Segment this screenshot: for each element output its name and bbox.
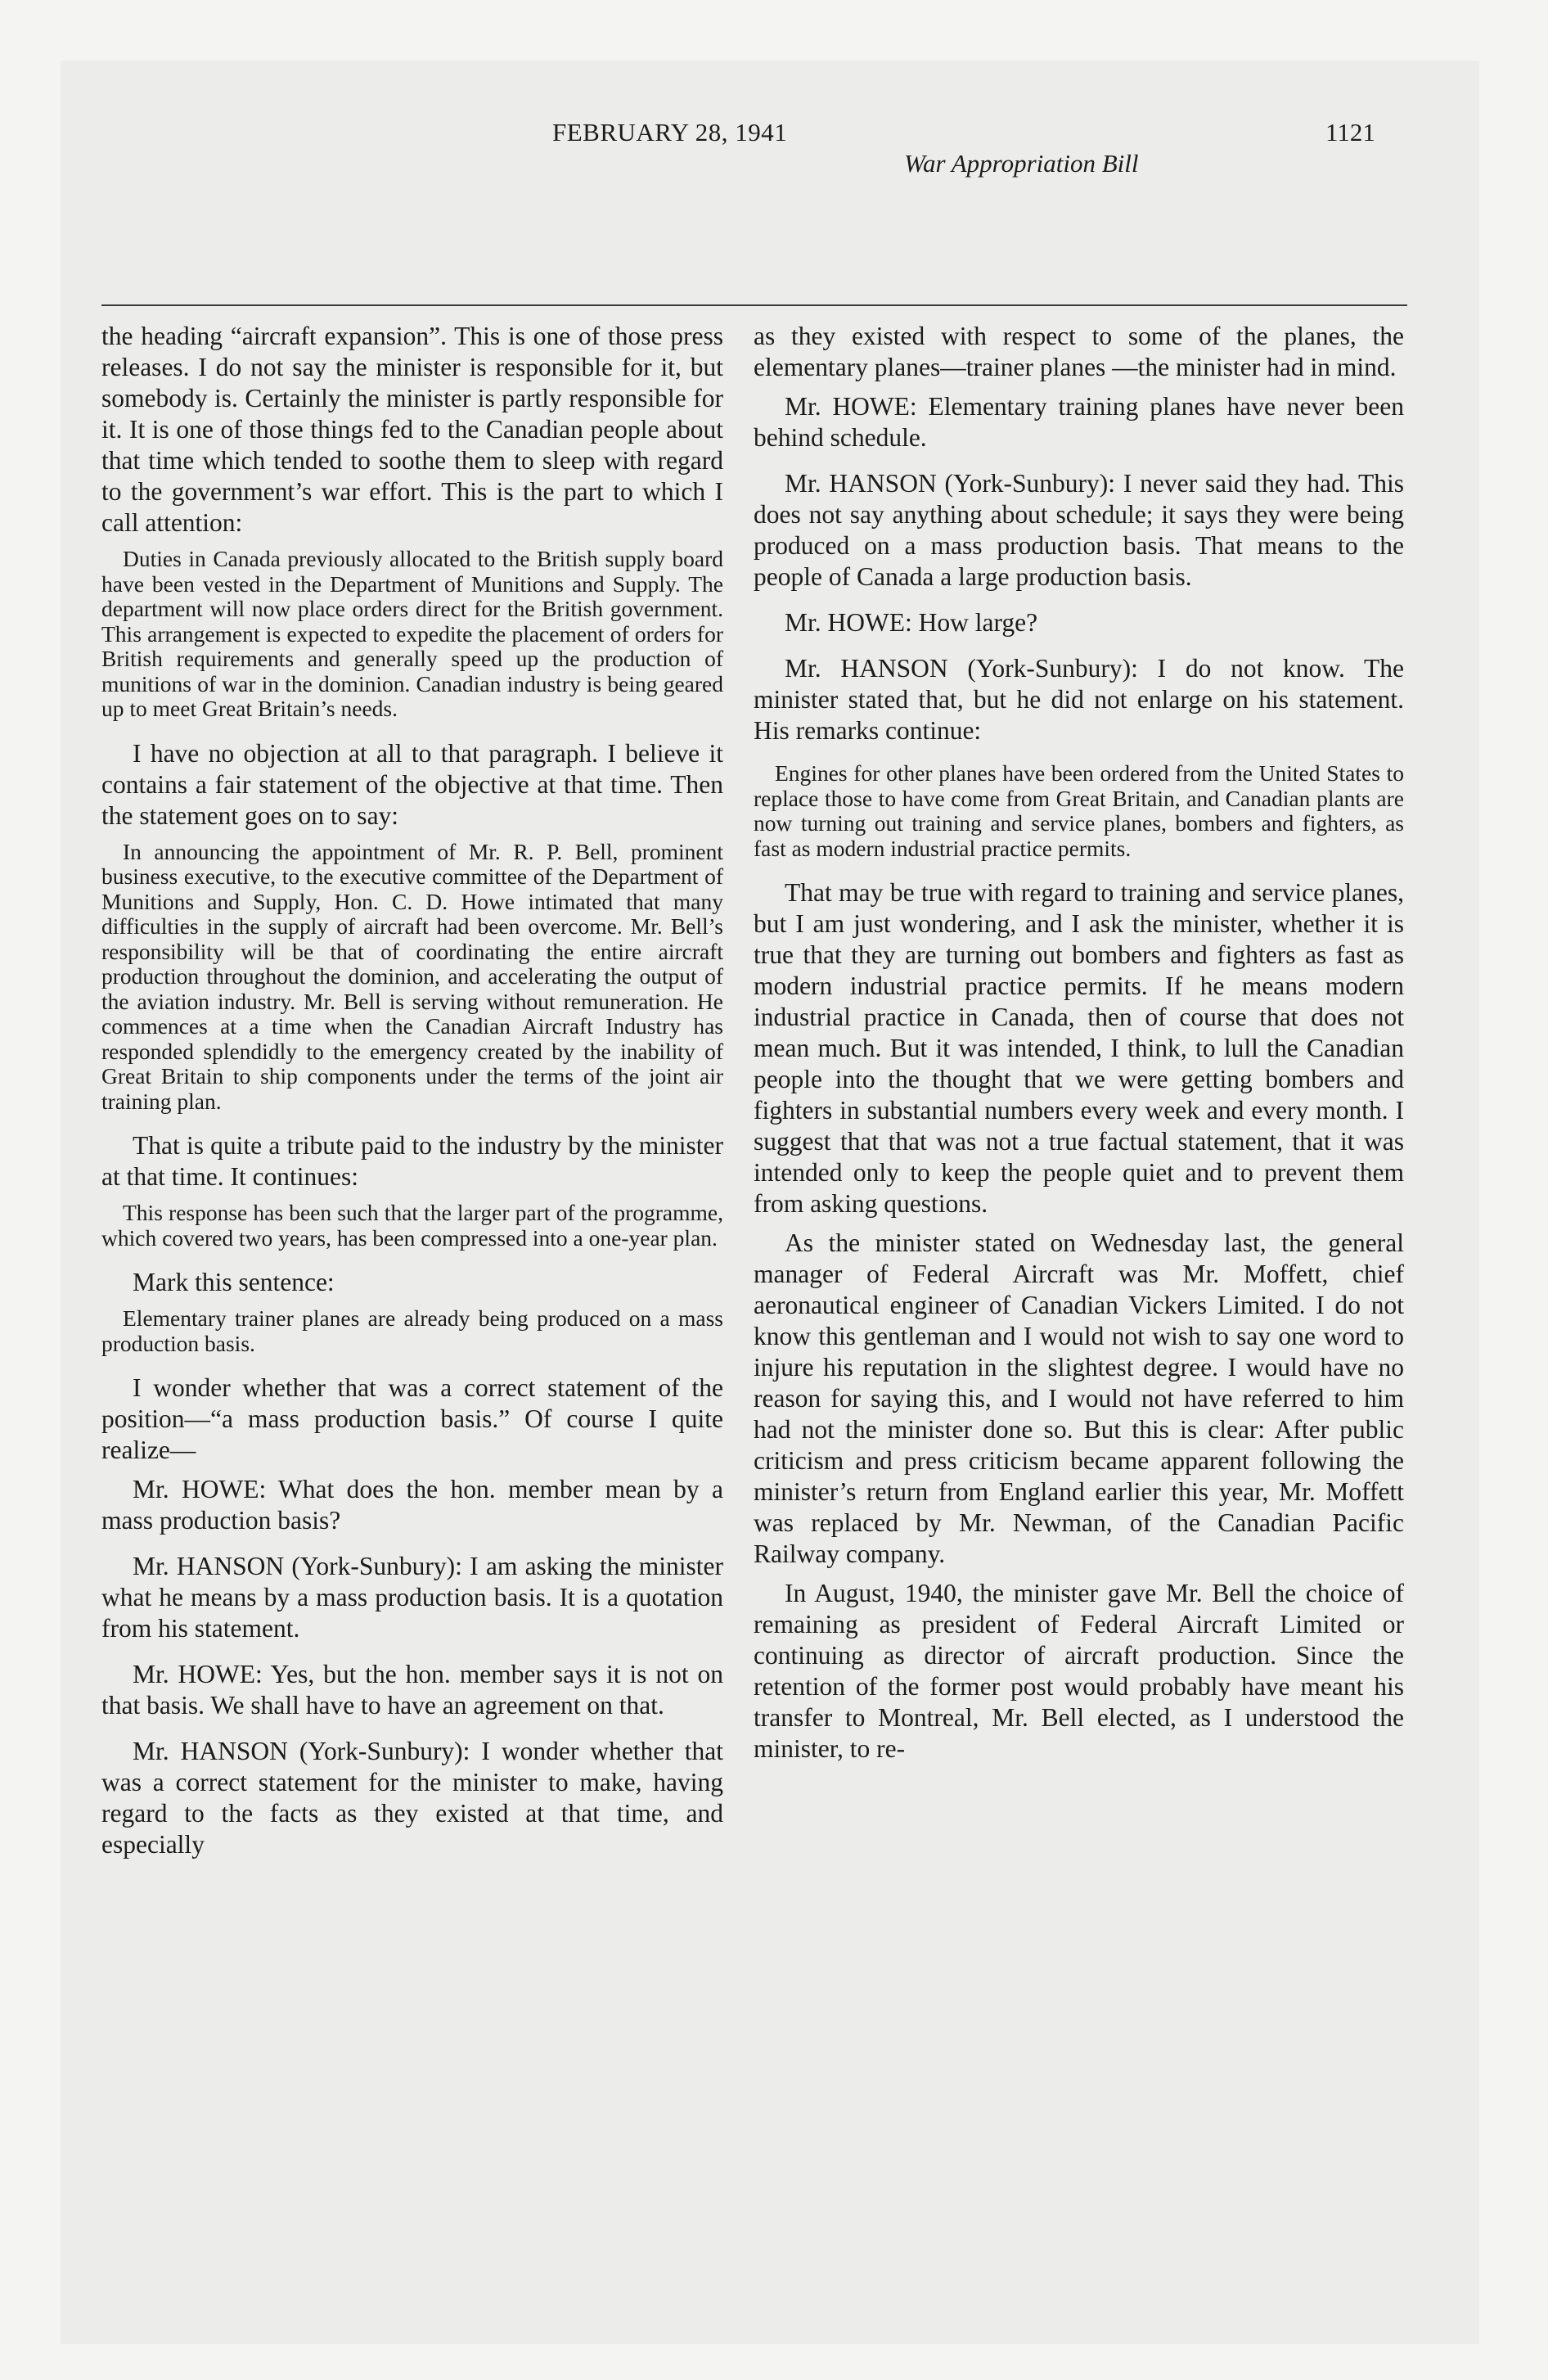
- speaker-paragraph: Mr. HOWE: Yes, but the hon. member says it is not on that basis. We shall have to have an agreement on that.: [101, 1660, 723, 1720]
- page-header: [61, 61, 1479, 183]
- scanned-page: [61, 61, 1479, 2344]
- paragraph: That may be true with regard to training and service planes, but I am just wondering, and I ask the minister, whether it is true that they are turning out bombers and fighters as fast as modern industrial practice permits. If he means modern industrial practice in Canada, then of course that does not mean much. But it was intended, I think, to lull the Canadian people into the thought that we were getting bombers and fighters in substantial numbers every week and every month. I suggest that that was not a true factual statement, that it was intended only to keep the people quiet and to prevent them from asking questions.: [754, 878, 1404, 1218]
- quoted-passage: Elementary trainer planes are already being produced on a mass production basis.: [101, 1305, 723, 1356]
- paragraph: Mark this sentence:: [133, 1268, 335, 1296]
- paragraph: As the minister stated on Wednesday last, the general manager of Federal Aircraft was Mr. Moffett, chief aeronautical engineer of Canadian Vickers Limited. I do not know this gentleman and I would not wish to say one word to injure his reputation in the slightest degree. I would have no reason for saying this, and I would not have referred to him had not the minister done so. But this is clear: After public criticism and press criticism became apparent following the minister’s return from England earlier this year, Mr. Moffett was replaced by Mr. Newman, of the Canadian Pacific Railway company.: [754, 1228, 1404, 1568]
- header-rule: [101, 304, 1407, 306]
- quoted-passage: In announcing the appointment of Mr. R. P. Bell, prominent business executive, to the executive committee of the Department of Munitions and Supply, Hon. C. D. Howe intimated that many difficulties in the supply of aircraft had been overcome. Mr. Bell’s responsibility will be that of coordinating the entire aircraft production throughout the dominion, and accelerating the output of the aviation industry. Mr. Bell is serving without remuneration. He commences at a time when the Canadian Aircraft Industry has responded splendidly to the emergency created by the inability of Great Britain to ship components under the terms of the joint air training plan.: [101, 838, 723, 1114]
- paragraph: I have no objection at all to that paragraph. I believe it contains a fair statement of the objective at that time. Then the statement goes on to say:: [101, 738, 723, 830]
- paragraph: the heading “aircraft expansion”. This is one of those press releases. I do not say the minister is responsible for it, but somebody is. Certainly the minister is partly responsible for it. It is one of those things fed to the Canadian people about that time which tended to soothe them to sleep with regard to the government’s war effort. This is the part to which I call attention:: [101, 322, 723, 537]
- header-date: FEBRUARY 28, 1941: [552, 118, 788, 146]
- paragraph: as they existed with respect to some of the planes, the elementary planes—trainer planes —the minister had in mind.: [754, 322, 1404, 381]
- quoted-passage: Engines for other planes have been ordered from the United States to replace those to have come from Great Britain, and Canadian plants are now turning out training and service planes, bombers and fighters, as fast as modern industrial practice permits.: [754, 760, 1404, 861]
- speaker-paragraph: Mr. HOWE: How large?: [785, 608, 1038, 637]
- paragraph: In August, 1940, the minister gave Mr. Bell the choice of remaining as president of Federal Aircraft Limited or continuing as director of aircraft production. Since the retention of the former post would probably have meant his transfer to Montreal, Mr. Bell elected, as I understood the minister, to re-: [754, 1579, 1404, 1763]
- speaker-paragraph: Mr. HANSON (York-Sunbury): I never said they had. This does not say anything about schedule; it says they were being produced on a mass production basis. That means to the people of Canada a large production basis.: [754, 469, 1404, 591]
- page-number: 1121: [1325, 118, 1375, 146]
- paragraph: I wonder whether that was a correct statement of the position—“a mass production basis.” Of course I quite realize—: [101, 1373, 723, 1464]
- left-column: [101, 321, 723, 1875]
- running-title: War Appropriation Bill: [904, 149, 1139, 178]
- paragraph: That is quite a tribute paid to the industry by the minister at that time. It continues:: [101, 1131, 723, 1191]
- speaker-paragraph: Mr. HANSON (York-Sunbury): I am asking the minister what he means by a mass production basis. It is a quotation from his statement.: [101, 1552, 723, 1643]
- quoted-passage: Duties in Canada previously allocated to the British supply board have been vested in the Department of Munitions and Supply. The department will now place orders direct for the British government. This arrangement is expected to expedite the placement of orders for British requirements and generally speed up the production of munitions of war in the dominion. Canadian industry is being geared up to meet Great Britain’s needs.: [101, 546, 723, 721]
- quoted-passage: This response has been such that the larger part of the programme, which covered two years, has been compressed into a one-year plan.: [101, 1200, 723, 1251]
- speaker-paragraph: Mr. HOWE: What does the hon. member mean by a mass production basis?: [101, 1475, 723, 1535]
- speaker-paragraph: Mr. HANSON (York-Sunbury): I wonder whether that was a correct statement for the minister to make, having regard to the facts as they existed at that time, and especially: [101, 1737, 723, 1859]
- speaker-paragraph: Mr. HANSON (York-Sunbury): I do not know. The minister stated that, but he did not enlarge on his statement. His remarks continue:: [754, 654, 1404, 745]
- right-column: [754, 321, 1404, 1773]
- speaker-paragraph: Mr. HOWE: Elementary training planes have never been behind schedule.: [754, 392, 1404, 452]
